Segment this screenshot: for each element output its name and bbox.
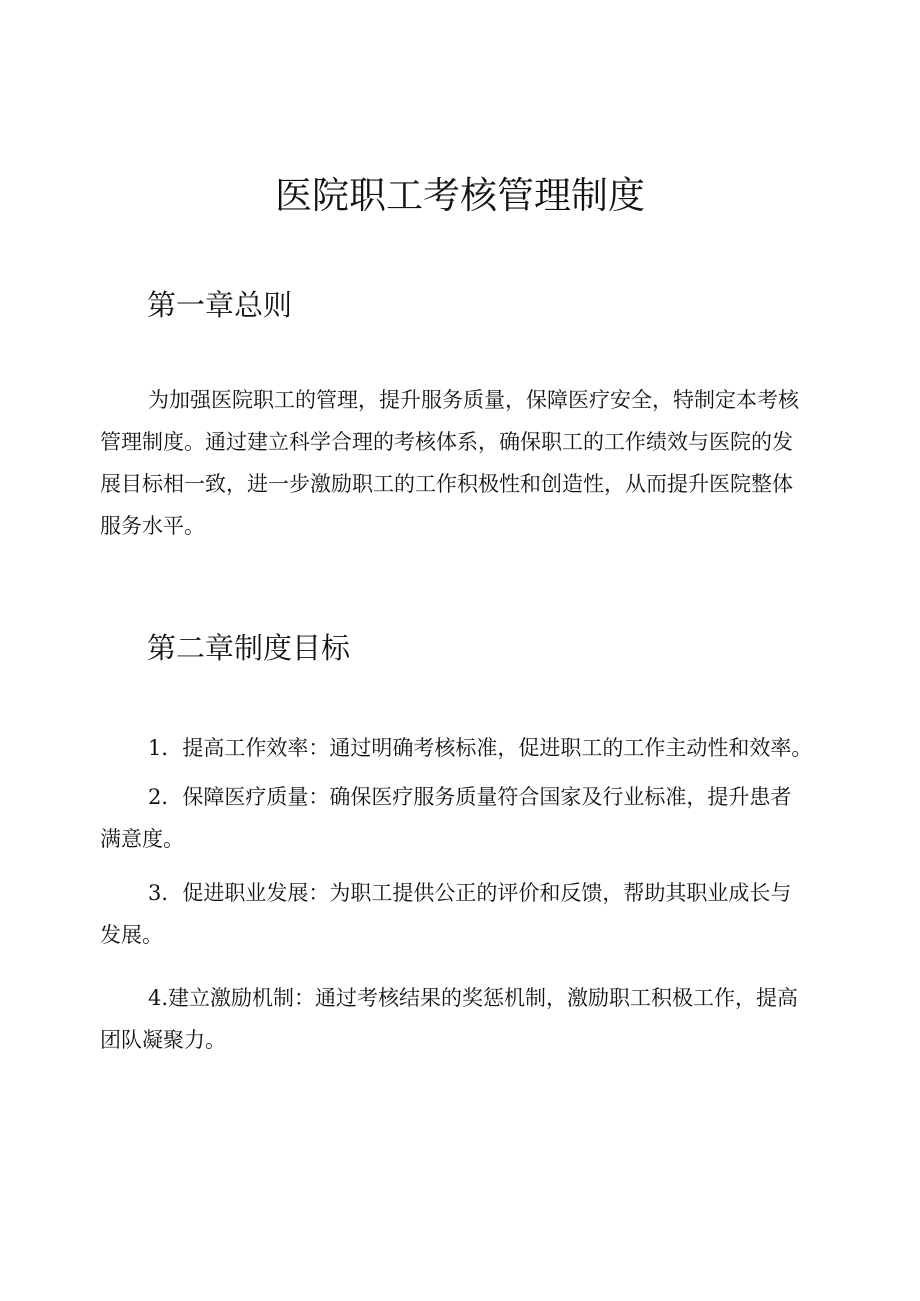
chapter-2-heading: 第二章制度目标	[147, 631, 351, 665]
goal-item-text: ．促进职业发展：为职工提供公正的评价和反馈，帮助其职业成长与	[161, 881, 792, 905]
paragraph-line: 管理制度。通过建立科学合理的考核体系，确保职工的工作绩效与医院的发	[100, 430, 793, 454]
paragraph-line: 服务水平。	[100, 514, 205, 538]
goal-item-line	[100, 872, 820, 914]
chapter-1-heading: 第一章总则	[147, 288, 293, 322]
goal-item-text: ．提高工作效率：通过明确考核标准，促进职工的工作主动性和效率。	[161, 736, 813, 760]
goal-item-number: 4	[148, 986, 162, 1010]
goal-item-text: ．保障医疗质量：确保医疗服务质量符合国家及行业标准，提升患者	[161, 785, 792, 809]
paragraph-line: 为加强医院职工的管理，提升服务质量，保障医疗安全，特制定本考核	[148, 388, 799, 412]
goal-item-4	[100, 977, 820, 1061]
goal-item-2	[100, 776, 820, 860]
goal-item-number: 3	[148, 881, 162, 905]
chapter-1-paragraph	[100, 379, 820, 547]
goal-item-number: 2	[148, 785, 162, 809]
goal-item-text: .建立激励机制：通过考核结果的奖惩机制，激励职工积极工作，提高	[161, 986, 799, 1010]
goal-item-number: 1	[148, 736, 162, 760]
document-title: 医院职工考核管理制度	[275, 174, 645, 217]
goal-item-3	[100, 872, 820, 956]
goal-item-line: 团队凝聚力。	[100, 1028, 226, 1052]
goal-item-line: 发展。	[100, 923, 163, 947]
goal-item-line	[100, 776, 820, 818]
goal-item-1	[100, 727, 820, 769]
goal-item-line: 满意度。	[100, 827, 184, 851]
goal-item-line	[100, 977, 820, 1019]
goal-item-line	[100, 727, 820, 769]
paragraph-line: 展目标相一致，进一步激励职工的工作积极性和创造性，从而提升医院整体	[100, 472, 793, 496]
